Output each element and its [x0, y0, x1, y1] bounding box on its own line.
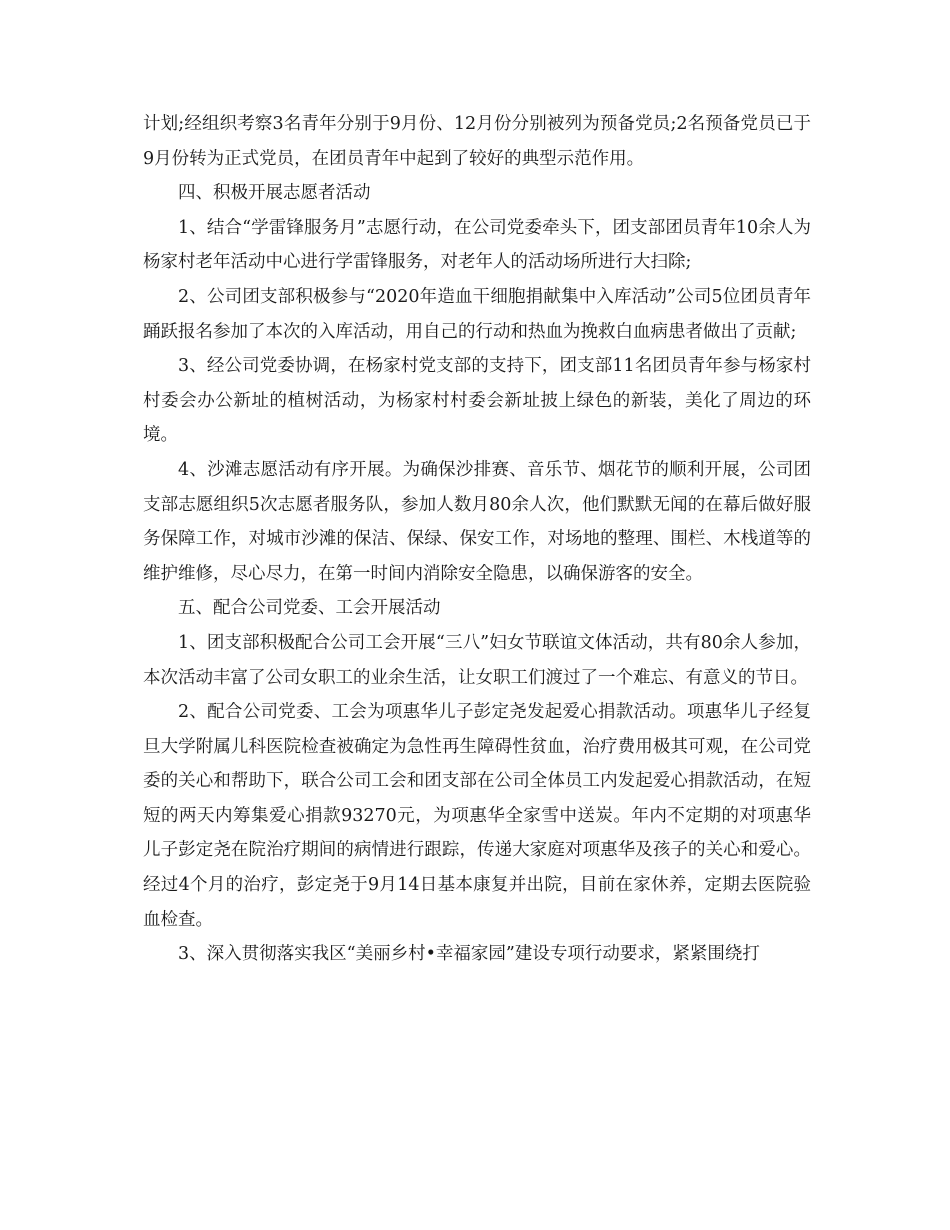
paragraph-charity-donation: 2、配合公司党委、工会为项惠华儿子彭定尧发起爱心捐款活动。项惠华儿子经复旦大学附属儿科医院检查被确定为急性再生障碍性贫血，治疗费用极其可观，在公司党委的关心和帮助下，联合公司工会和团支部在公司全体员工内发起爱心捐款活动，在短短的两天内筹集爱心捐款93270元，为项惠华全家雪中送炭。年内不定期的对项惠华儿子彭定尧在院治疗期间的病情进行跟踪，传递大家庭对项惠华及孩子的关心和爱心。经过4个月的治疗，彭定尧于9月14日基本康复并出院，目前在家休养，定期去医院验血检查。 [143, 702, 811, 930]
heading-union-activities: 五、配合公司党委、工会开展活动 [178, 598, 441, 619]
paragraph-beautiful-village: 3、深入贯彻落实我区“美丽乡村•幸福家园”建设专项行动要求，紧紧围绕打 [178, 944, 760, 965]
paragraph-womens-day: 1、团支部积极配合公司工会开展“三八”妇女节联谊文体活动，共有80余人参加，本次活动丰富了公司女职工的业余生活，让女职工们渡过了一个难忘、有意义的节日。 [143, 632, 811, 688]
document-body [143, 107, 811, 972]
paragraph-stem-cell-donation: 2、公司团支部积极参与“2020年造血干细胞捐献集中入库活动”公司5位团员青年踊跃报名参加了本次的入库活动，用自己的行动和热血为挽救白血病患者做出了贡献; [143, 286, 811, 342]
paragraph-beach-volunteers: 4、沙滩志愿活动有序开展。为确保沙排赛、音乐节、烟花节的顺利开展，公司团支部志愿组织5次志愿者服务队，参加人数月80余人次，他们默默无闻的在幕后做好服务保障工作，对城市沙滩的保洁、保绿、保安工作，对场地的整理、围栏、木栈道等的维护维修，尽心尽力，在第一时间内消除安全隐患，以确保游客的安全。 [143, 459, 811, 584]
paragraph-lei-feng-month: 1、结合“学雷锋服务月”志愿行动，在公司党委牵头下，团支部团员青年10余人为杨家村老年活动中心进行学雷锋服务，对老年人的活动场所进行大扫除; [143, 217, 811, 273]
paragraph-party-members: 计划;经组织考察3名青年分别于9月份、12月份分别被列为预备党员;2名预备党员已于9月份转为正式党员，在团员青年中起到了较好的典型示范作用。 [143, 114, 811, 169]
heading-volunteer-activities: 四、积极开展志愿者活动 [178, 183, 371, 204]
paragraph-tree-planting: 3、经公司党委协调，在杨家村党支部的支持下，团支部11名团员青年参与杨家村村委会办公新址的植树活动，为杨家村村委会新址披上绿色的新装，美化了周边的环境。 [143, 356, 811, 446]
